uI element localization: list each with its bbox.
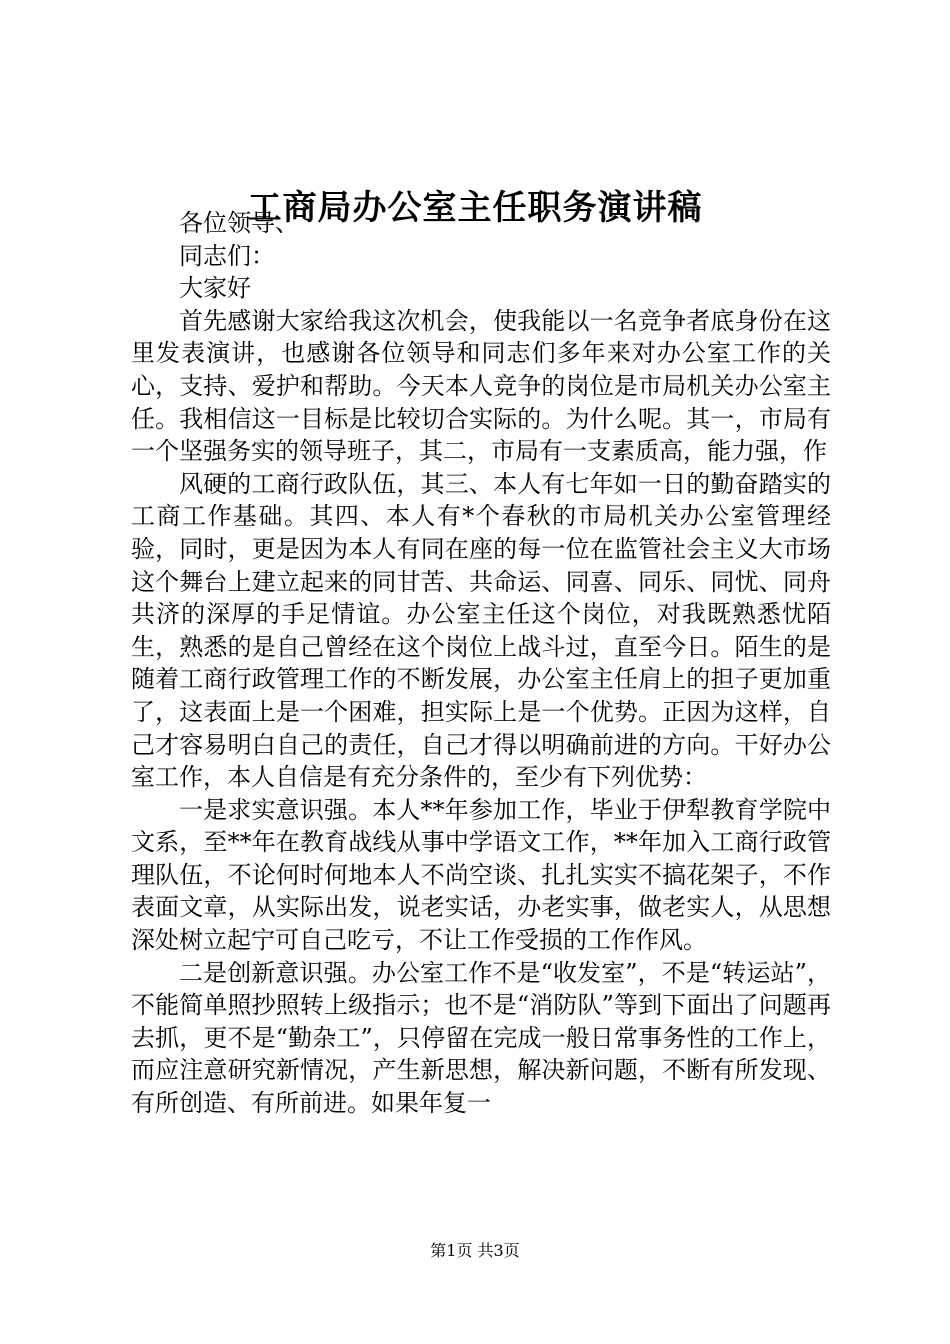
greeting-line: 同志们：	[179, 241, 275, 270]
body-paragraph: 一是求实意识强。本人**年参加工作，毕业于伊犁教育学院中文系，至**年在教育战线从事中学语文工作，**年加入工商行政管理队伍，不论何时何地本人不尚空谈、扎扎实实不搞花架子，不作表面文章，从实际出发，说老实话，办老实事，做老实人，从思想深处树立起宁可自己吃亏，不让工作受损的工作作风。	[131, 795, 831, 955]
document-title: 工商局办公室主任职务演讲稿	[247, 188, 703, 228]
body-paragraph: 风硬的工商行政队伍，其三、本人有七年如一日的勤奋踏实的工商工作基础。其四、本人有*个春秋的市局机关办公室管理经验，同时，更是因为本人有同在座的每一位在监管社会主义大市场这个舞台上建立起来的同甘苦、共命运、同喜、同乐、同忧、同舟共济的深厚的手足情谊。办公室主任这个岗位，对我既熟悉忧陌生，熟悉的是自己曾经在这个岗位上战斗过，直至今日。陌生的是随着工商行政管理工作的不断发展，办公室主任肩上的担子更加重了，这表面上是一个困难，担实际上是一个优势。正因为这样，自己才容易明白自己的责任，自己才得以明确前进的方向。干好办公室工作，本人自信是有充分条件的，至少有下列优势：	[131, 469, 831, 792]
greeting-line: 大家好	[179, 274, 251, 303]
page-footer: 第1页 共3页	[430, 1241, 520, 1260]
body-paragraph: 首先感谢大家给我这次机会，使我能以一名竞争者底身份在这里发表演讲，也感谢各位领导和同志们多年来对办公室工作的关心，支持、爱护和帮助。今天本人竞争的岗位是市局机关办公室主任。我相信这一目标是比较切合实际的。为什么呢。其一，市局有一个坚强务实的领导班子，其二，市局有一支素质高，能力强，作	[131, 306, 831, 466]
greeting-line: 各位领导、	[179, 209, 299, 237]
document-body	[131, 207, 831, 1120]
body-paragraph: 二是创新意识强。办公室工作不是“收发室”，不是“转运站”，不能简单照抄照转上级指示；也不是“消防队”等到下面出了问题再去抓，更不是“勤杂工”，只停留在完成一般日常事务性的工作上，而应注意研究新情况，产生新思想，解决新问题，不断有所发现、有所创造、有所前进。如果年复一	[131, 958, 831, 1118]
